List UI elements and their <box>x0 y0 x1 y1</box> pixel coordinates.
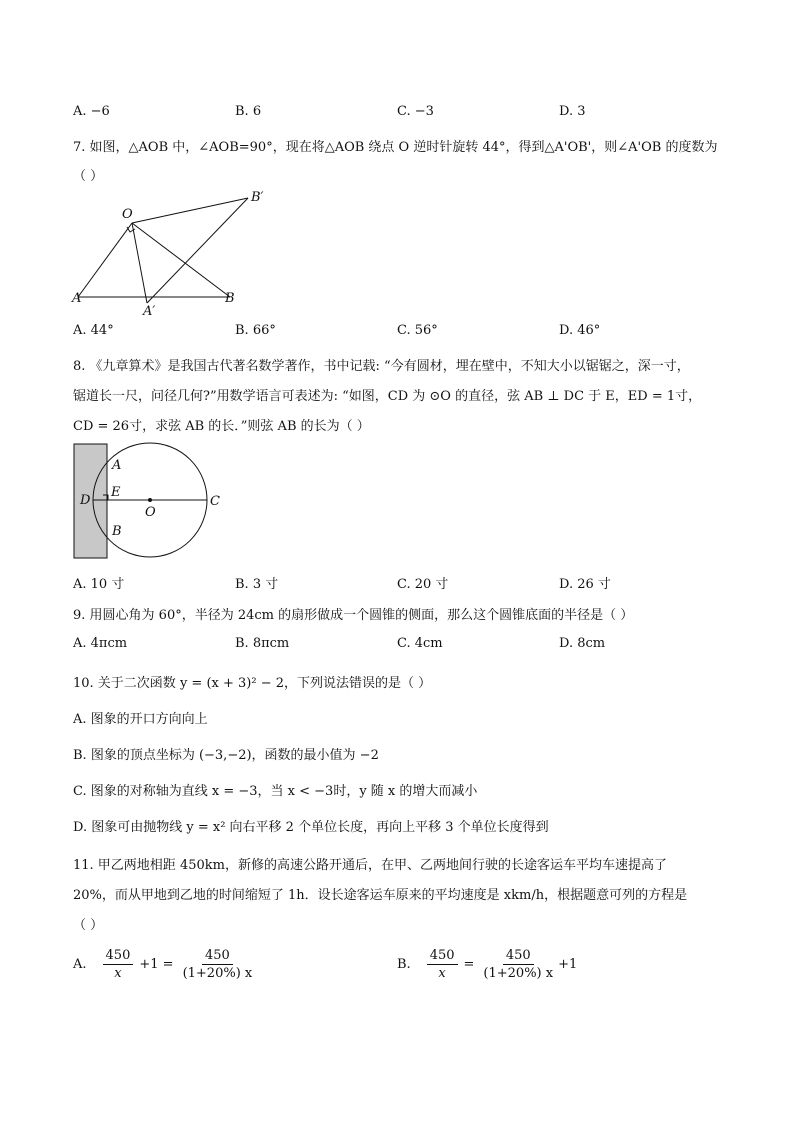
q7-line-OA <box>78 223 132 297</box>
q8-label-A: A <box>112 458 122 473</box>
q11-option-b-den2: (1+20%) x <box>483 966 554 981</box>
q11-option-b-num2: 450 <box>503 948 534 965</box>
q11-option-a-label: A. <box>73 957 87 972</box>
q11-option-b <box>397 948 577 981</box>
q8-option-c: C. 20 寸 <box>397 577 449 592</box>
q11-option-a-num2: 450 <box>202 948 233 965</box>
q7-label-Bprime: B′ <box>251 190 264 205</box>
q8-label-C: C <box>210 494 220 509</box>
q7-line-OBprime <box>132 198 248 223</box>
q8-center-point <box>148 498 152 502</box>
q7-option-b: B. 66° <box>235 323 276 338</box>
q11-option-a-den2: (1+20%) x <box>182 966 253 981</box>
q7-line-OAprime <box>132 223 147 303</box>
q7-line-AprimeBprime <box>147 198 248 303</box>
q8-label-D: D <box>80 493 91 508</box>
q10-option-a: A. 图象的开口方向向上 <box>73 712 208 727</box>
q11-option-b-num1: 450 <box>427 948 458 965</box>
q11-option-a-mid: +1 = <box>139 957 174 972</box>
q11-stem-line2: 20%，而从甲地到乙地的时间缩短了 1h．设长途客运车原来的平均速度是 xkm/h，根据题意可列的方程是 <box>73 888 688 903</box>
q10-option-b: B. 图象的顶点坐标为 (−3,−2)，函数的最小值为 −2 <box>73 748 379 763</box>
q7-stem-line1: 7. 如图，△AOB 中，∠AOB=90°，现在将△AOB 绕点 O 逆时针旋转 44°，得到△A'OB'，则∠A'OB 的度数为 <box>73 140 718 155</box>
q11-option-b-fraction2 <box>480 948 556 981</box>
q11-option-a-fraction2 <box>180 948 256 981</box>
q7-line-OB <box>132 223 230 297</box>
q8-option-d: D. 26 寸 <box>559 577 611 592</box>
q11-option-a-num1: 450 <box>103 948 134 965</box>
q7-label-O: O <box>122 207 133 222</box>
q11-option-b-label: B. <box>397 957 411 972</box>
q11-option-b-den1: x <box>438 966 446 981</box>
q9-option-d: D. 8cm <box>559 636 606 651</box>
q10-option-d: D. 图象可由抛物线 y = x² 向右平移 2 个单位长度，再向上平移 3 个单位长度得到 <box>73 820 549 835</box>
q11-option-a <box>73 948 257 981</box>
q7-label-A: A <box>72 291 82 306</box>
q6-option-d: D. 3 <box>559 104 586 119</box>
q8-option-a: A. 10 寸 <box>73 577 125 592</box>
q9-stem: 9. 用圆心角为 60°，半径为 24cm 的扇形做成一个圆锥的侧面，那么这个圆锥底面的半径是（ ） <box>73 608 634 623</box>
q9-option-c: C. 4cm <box>397 636 443 651</box>
q8-stem-line1: 8. 《九章算术》是我国古代著名数学著作，书中记载: “今有圆材，埋在壁中，不知大小以锯锯之，深一寸， <box>73 359 690 374</box>
q10-stem: 10. 关于二次函数 y = (x + 3)² − 2，下列说法错误的是（ ） <box>73 676 432 691</box>
q9-option-b: B. 8πcm <box>235 636 290 651</box>
q7-label-Aprime: A′ <box>143 304 156 319</box>
q11-option-a-den1: x <box>114 966 122 981</box>
q8-label-B: B <box>112 524 122 539</box>
q11-stem-line1: 11. 甲乙两地相距 450km，新修的高速公路开通后，在甲、乙两地间行驶的长途客运车平均车速提高了 <box>73 858 667 873</box>
q11-option-b-tail: +1 <box>558 957 578 972</box>
q8-wall <box>74 444 107 558</box>
q11-option-a-fraction1 <box>103 948 134 981</box>
q11-option-b-fraction1 <box>427 948 458 981</box>
q8-label-O: O <box>145 505 156 520</box>
q7-option-a: A. 44° <box>73 323 114 338</box>
q8-option-b: B. 3 寸 <box>235 577 279 592</box>
q10-option-c: C. 图象的对称轴为直线 x = −3，当 x < −3时，y 随 x 的增大而减小 <box>73 784 478 799</box>
q8-label-E: E <box>111 485 121 500</box>
q8-stem-line2: 锯道长一尺，问径几何?”用数学语言可表述为: “如图，CD 为 ⊙O 的直径，弦 AB ⊥ DC 于 E，ED = 1寸， <box>73 389 702 404</box>
q11-stem-line3: （ ） <box>73 918 104 933</box>
q8-figure <box>70 440 230 562</box>
q8-stem-line3: CD = 26寸，求弦 AB 的长．”则弦 AB 的长为（ ） <box>73 419 370 434</box>
q6-option-b: B. 6 <box>235 104 262 119</box>
q6-option-c: C. −3 <box>397 104 434 119</box>
q11-option-b-mid: = <box>463 957 475 972</box>
q7-option-c: C. 56° <box>397 323 438 338</box>
q7-label-B: B <box>225 291 235 306</box>
q6-option-a: A. −6 <box>73 104 110 119</box>
q7-option-d: D. 46° <box>559 323 601 338</box>
q9-option-a: A. 4πcm <box>73 636 128 651</box>
q7-figure <box>70 185 280 320</box>
q7-stem-line2: （ ） <box>73 169 104 184</box>
